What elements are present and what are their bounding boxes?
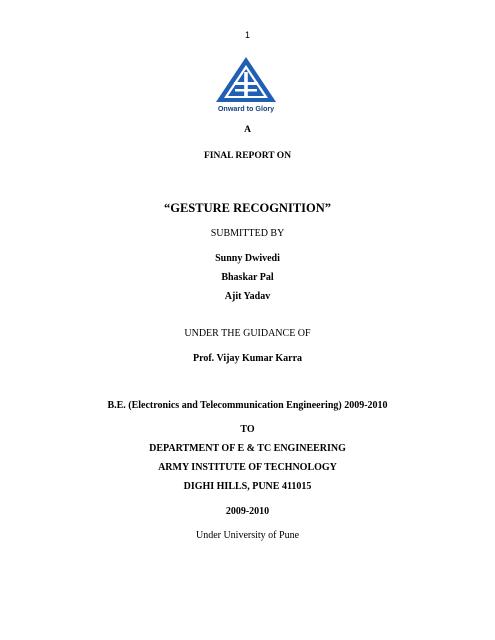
- report-label: FINAL REPORT ON: [203, 151, 292, 161]
- to-label: TO: [240, 424, 255, 435]
- institute-address: DIGHI HILLS, PUNE 411015: [183, 481, 312, 492]
- guidance-label: UNDER THE GUIDANCE OF: [184, 328, 311, 339]
- student-name: Sunny Dwivedi: [215, 253, 280, 264]
- logo-base-bar: [235, 89, 257, 92]
- institute-name: ARMY INSTITUTE OF TECHNOLOGY: [158, 462, 337, 473]
- guide-name: Prof. Vijay Kumar Karra: [192, 353, 303, 364]
- logo-motto: Onward to Glory: [217, 104, 275, 113]
- student-name: Ajit Yadav: [224, 291, 271, 302]
- department-name: DEPARTMENT OF E & TC ENGINEERING: [149, 443, 346, 454]
- university-line: Under University of Pune: [195, 530, 300, 541]
- title-prefix: A: [244, 125, 251, 135]
- submitted-by-label: SUBMITTED BY: [210, 228, 285, 239]
- degree-line: B.E. (Electronics and Telecommunication Engineering) 2009-2010: [107, 400, 388, 411]
- college-logo: [213, 56, 279, 114]
- logo-stem: [244, 72, 248, 96]
- page-number: 1: [244, 30, 250, 40]
- student-name: Bhaskar Pal: [221, 272, 274, 283]
- academic-year: 2009-2010: [225, 506, 270, 517]
- project-title: “GESTURE RECOGNITION”: [163, 201, 332, 215]
